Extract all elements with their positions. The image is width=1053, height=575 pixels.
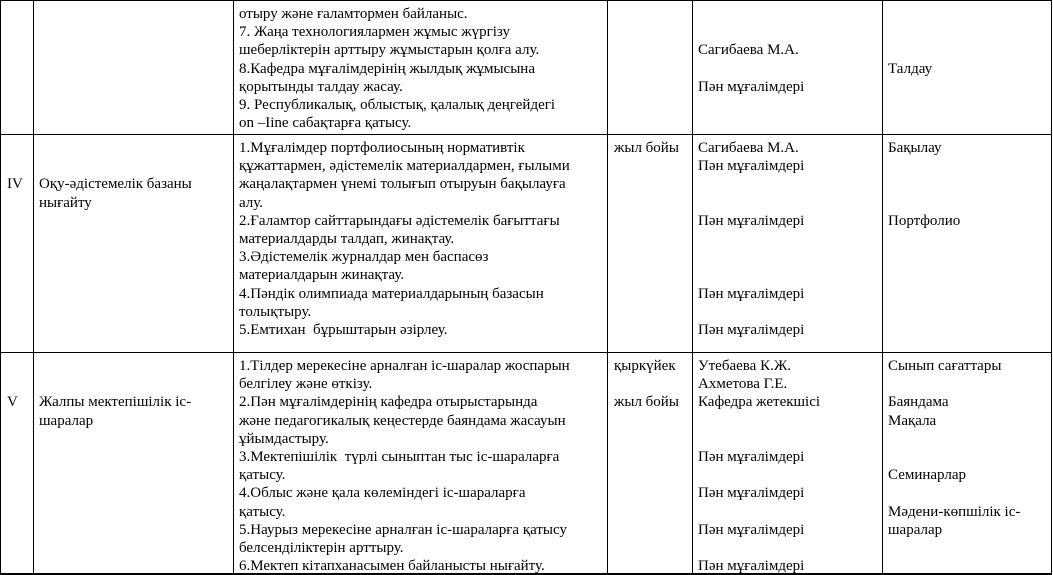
text-line: 1.Тілдер мерекесіне арналған іс-шаралар жоспарын bbox=[239, 358, 570, 374]
text-line bbox=[888, 448, 1048, 466]
text-line: белсенділіктерін арттыру. bbox=[239, 539, 404, 556]
text-line: Сынып сағаттары bbox=[888, 358, 1002, 374]
text-line bbox=[698, 503, 879, 521]
text-line: Оқу-әдістемелік базаны bbox=[39, 176, 192, 193]
text-line bbox=[888, 484, 1048, 502]
text-line: 2.Пән мұғалімдерінің кафедра отырыстарында bbox=[239, 394, 538, 411]
text-line: Бақылау bbox=[888, 140, 942, 156]
responsible-cell bbox=[693, 353, 883, 573]
text-line: 5.Наурыз мерекесіне арналған іс-шараларға қатысу bbox=[239, 521, 567, 538]
text-line: қатысу. bbox=[239, 467, 286, 484]
text-line: Баяндама bbox=[888, 394, 949, 411]
text-line: 5.Емтихан бұрыштарын әзірлеу. bbox=[239, 321, 448, 338]
text-line bbox=[698, 430, 879, 448]
text-line: Жалпы мектепішілік іс- bbox=[39, 394, 192, 411]
text-line bbox=[888, 194, 1048, 212]
text-line bbox=[698, 194, 879, 212]
text-line bbox=[7, 375, 30, 393]
text-line bbox=[888, 5, 1048, 23]
timeframe-cell bbox=[608, 353, 693, 573]
text-line: материалдарын жинақтау. bbox=[239, 267, 405, 284]
text-line: Кафедра жетекшісі bbox=[698, 394, 821, 411]
responsible-cell bbox=[693, 1, 883, 134]
row-number-cell bbox=[1, 1, 34, 134]
text-line: Пән мұғалімдері bbox=[698, 521, 805, 538]
text-line: Мәдени-көпшілік іс- bbox=[888, 503, 1021, 520]
text-line: шеберліктерін арттыру жұмыстарын қолға алу. bbox=[239, 42, 540, 59]
text-line: Пән мұғалімдері bbox=[698, 285, 805, 302]
text-line: 8.Кафедра мұғалімдерінің жылдық жұмысына bbox=[239, 60, 535, 77]
direction-cell bbox=[34, 353, 234, 573]
text-line: Пән мұғалімдері bbox=[698, 212, 805, 229]
text-line bbox=[888, 375, 1048, 393]
text-line: қорытынды талдау жасау. bbox=[239, 78, 403, 95]
text-line: V bbox=[7, 394, 18, 411]
text-line bbox=[698, 539, 879, 557]
text-line: нығайту bbox=[39, 194, 92, 211]
text-line bbox=[39, 375, 230, 393]
timeframe-cell bbox=[608, 135, 693, 352]
text-line bbox=[888, 23, 1048, 41]
text-line bbox=[698, 303, 879, 321]
text-line: Пән мұғалімдері bbox=[698, 558, 805, 573]
direction-cell bbox=[34, 1, 234, 134]
activities-cell bbox=[234, 353, 608, 573]
text-line: 9. Республикалық, облыстық, қалалық деңгейдегі bbox=[239, 96, 556, 113]
activities-cell bbox=[234, 1, 608, 134]
row-number-cell bbox=[1, 353, 34, 573]
text-line: 2.Ғаламтор сайттарындағы әдістемелік бағыттағы bbox=[239, 212, 560, 229]
text-line bbox=[7, 357, 30, 375]
text-line: 3.Әдістемелік журналдар мен баспасөз bbox=[239, 249, 489, 266]
text-line: жыл бойы bbox=[614, 140, 679, 156]
text-line bbox=[698, 60, 879, 78]
text-line: Талдау bbox=[888, 60, 933, 77]
text-line: IV bbox=[7, 176, 23, 193]
text-line: жыл бойы bbox=[614, 394, 679, 411]
text-line: 4.Облыс және қала көлеміндегі іс-шараларға bbox=[239, 485, 526, 502]
text-line: қыркүйек bbox=[614, 358, 676, 374]
outcome-cell bbox=[883, 135, 1051, 352]
text-line: 4.Пәндік олимпиада материалдарының базасын bbox=[239, 285, 544, 302]
text-line: Семинарлар bbox=[888, 467, 966, 484]
text-line: ұйымдастыру. bbox=[239, 430, 329, 447]
text-line: Утебаева К.Ж. bbox=[698, 358, 792, 374]
text-line bbox=[7, 157, 30, 175]
text-line bbox=[698, 5, 879, 23]
text-line: Мақала bbox=[888, 412, 937, 429]
text-line bbox=[698, 412, 879, 430]
activities-cell bbox=[234, 135, 608, 352]
outcome-cell bbox=[883, 1, 1051, 134]
text-line: Сагибаева М.А. bbox=[698, 140, 799, 156]
table-row bbox=[1, 1, 1051, 135]
text-line bbox=[39, 157, 230, 175]
text-line: шаралар bbox=[39, 412, 94, 429]
text-line bbox=[698, 248, 879, 266]
text-line: құжаттармен, әдістемелік материалдармен, ғылыми bbox=[239, 158, 570, 175]
text-line: on –Iine сабақтарға қатысу. bbox=[239, 115, 412, 132]
text-line: Сагибаева М.А. bbox=[698, 42, 799, 59]
text-line bbox=[39, 357, 230, 375]
text-line: 3.Мектепішілік түрлі сыныптан тыс іс-шараларға bbox=[239, 448, 560, 465]
table-row bbox=[1, 135, 1051, 353]
text-line bbox=[614, 375, 689, 393]
text-line: белгілеу және өткізу. bbox=[239, 376, 373, 393]
text-line bbox=[888, 175, 1048, 193]
text-line: 7. Жаңа технологиялармен жұмыс жүргізу bbox=[239, 24, 511, 41]
text-line: және педагогикалық кеңестерде баяндама жасауын bbox=[239, 412, 566, 429]
text-line bbox=[888, 41, 1048, 59]
text-line bbox=[698, 175, 879, 193]
text-line bbox=[7, 139, 30, 157]
text-line bbox=[698, 230, 879, 248]
row-number-cell bbox=[1, 135, 34, 352]
text-line: 6.Мектеп кітапханасымен байланысты нығайту. bbox=[239, 558, 545, 573]
text-line: 1.Мұғалімдер портфолиосының нормативтік bbox=[239, 140, 525, 156]
text-line: Портфолио bbox=[888, 212, 961, 229]
responsible-cell bbox=[693, 135, 883, 352]
text-line: Пән мұғалімдері bbox=[698, 321, 805, 338]
text-line bbox=[888, 157, 1048, 175]
text-line: Пән мұғалімдері bbox=[698, 485, 805, 502]
timeframe-cell bbox=[608, 1, 693, 134]
text-line: Пән мұғалімдері bbox=[698, 158, 805, 175]
text-line bbox=[698, 466, 879, 484]
text-line: шаралар bbox=[888, 521, 943, 538]
text-line: толықтыру. bbox=[239, 303, 312, 320]
text-line bbox=[888, 430, 1048, 448]
table-row bbox=[1, 353, 1051, 573]
text-line bbox=[698, 266, 879, 284]
direction-cell bbox=[34, 135, 234, 352]
text-line: Пән мұғалімдері bbox=[698, 78, 805, 95]
text-line: отыру және ғаламтормен байланыс. bbox=[239, 6, 468, 22]
text-line: Ахметова Г.Е. bbox=[698, 376, 788, 393]
text-line bbox=[39, 139, 230, 157]
text-line: Пән мұғалімдері bbox=[698, 448, 805, 465]
text-line: қатысу. bbox=[239, 503, 286, 520]
outcome-cell bbox=[883, 353, 1051, 573]
text-line bbox=[698, 23, 879, 41]
text-line: алу. bbox=[239, 194, 264, 211]
text-line: жаңалақтармен үнемі толығып отыруын бақылауға bbox=[239, 176, 566, 193]
text-line: материалдарды талдап, жинақтау. bbox=[239, 230, 455, 247]
